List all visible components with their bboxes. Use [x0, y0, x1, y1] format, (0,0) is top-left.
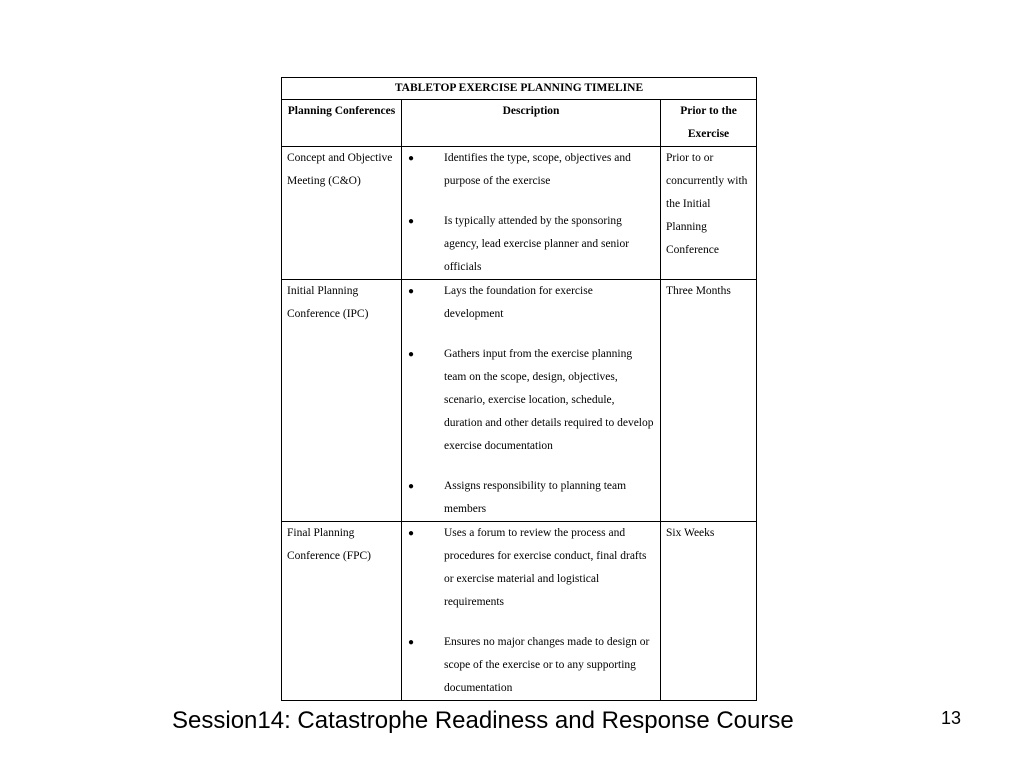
timing-cell: Prior to or concurrently with the Initial Planning Conference — [661, 147, 757, 280]
timing-cell: Three Months — [661, 280, 757, 522]
bullet-dot-icon: ● — [408, 637, 415, 648]
bullet-dot-icon: ● — [408, 153, 415, 164]
description-text: Assigns responsibility to planning team members — [444, 480, 627, 515]
bullet-dot-icon: ● — [408, 349, 415, 360]
table-row — [282, 522, 757, 701]
table-title-row — [282, 78, 757, 100]
description-item — [407, 210, 655, 279]
description-list — [407, 522, 655, 700]
table-header-row — [282, 100, 757, 147]
bullet-dot-icon: ● — [408, 481, 415, 492]
page-number: 13 — [941, 708, 962, 728]
conference-cell: Concept and Objective Meeting (C&O) — [282, 147, 402, 280]
table-row — [282, 280, 757, 522]
conference-cell: Initial Planning Conference (IPC) — [282, 280, 402, 522]
description-cell — [402, 280, 661, 522]
description-cell — [402, 147, 661, 280]
planning-timeline-table — [281, 77, 757, 701]
description-item — [407, 522, 655, 614]
header-prior-to-exercise: Prior to the Exercise — [661, 100, 757, 147]
description-item — [407, 147, 655, 193]
conference-cell: Final Planning Conference (FPC) — [282, 522, 402, 701]
timing-cell: Six Weeks — [661, 522, 757, 701]
description-text: Uses a forum to review the process and procedures for exercise conduct, final drafts or exercise material and logistical requirements — [444, 527, 647, 608]
header-description: Description — [402, 100, 661, 147]
bullet-dot-icon: ● — [408, 286, 415, 297]
description-text: Identifies the type, scope, objectives and purpose of the exercise — [444, 152, 631, 187]
table-row — [282, 147, 757, 280]
description-text: Lays the foundation for exercise development — [444, 285, 593, 320]
description-text: Is typically attended by the sponsoring agency, lead exercise planner and senior officials — [444, 215, 630, 273]
description-text: Ensures no major changes made to design or scope of the exercise or to any supporting documentation — [444, 636, 650, 694]
description-item — [407, 280, 655, 326]
header-planning-conferences: Planning Conferences — [282, 100, 402, 147]
description-text: Gathers input from the exercise planning team on the scope, design, objectives, scenario, exercise location, schedule, duration and other details required to develop exercise documentation — [444, 348, 654, 452]
description-item — [407, 475, 655, 521]
description-item — [407, 343, 655, 458]
bullet-dot-icon: ● — [408, 528, 415, 539]
bullet-dot-icon: ● — [408, 216, 415, 227]
footer-course-title: Session14: Catastrophe Readiness and Response Course — [172, 707, 794, 734]
table-title: TABLETOP EXERCISE PLANNING TIMELINE — [282, 78, 757, 100]
description-list — [407, 147, 655, 279]
description-cell — [402, 522, 661, 701]
description-item — [407, 631, 655, 700]
description-list — [407, 280, 655, 521]
